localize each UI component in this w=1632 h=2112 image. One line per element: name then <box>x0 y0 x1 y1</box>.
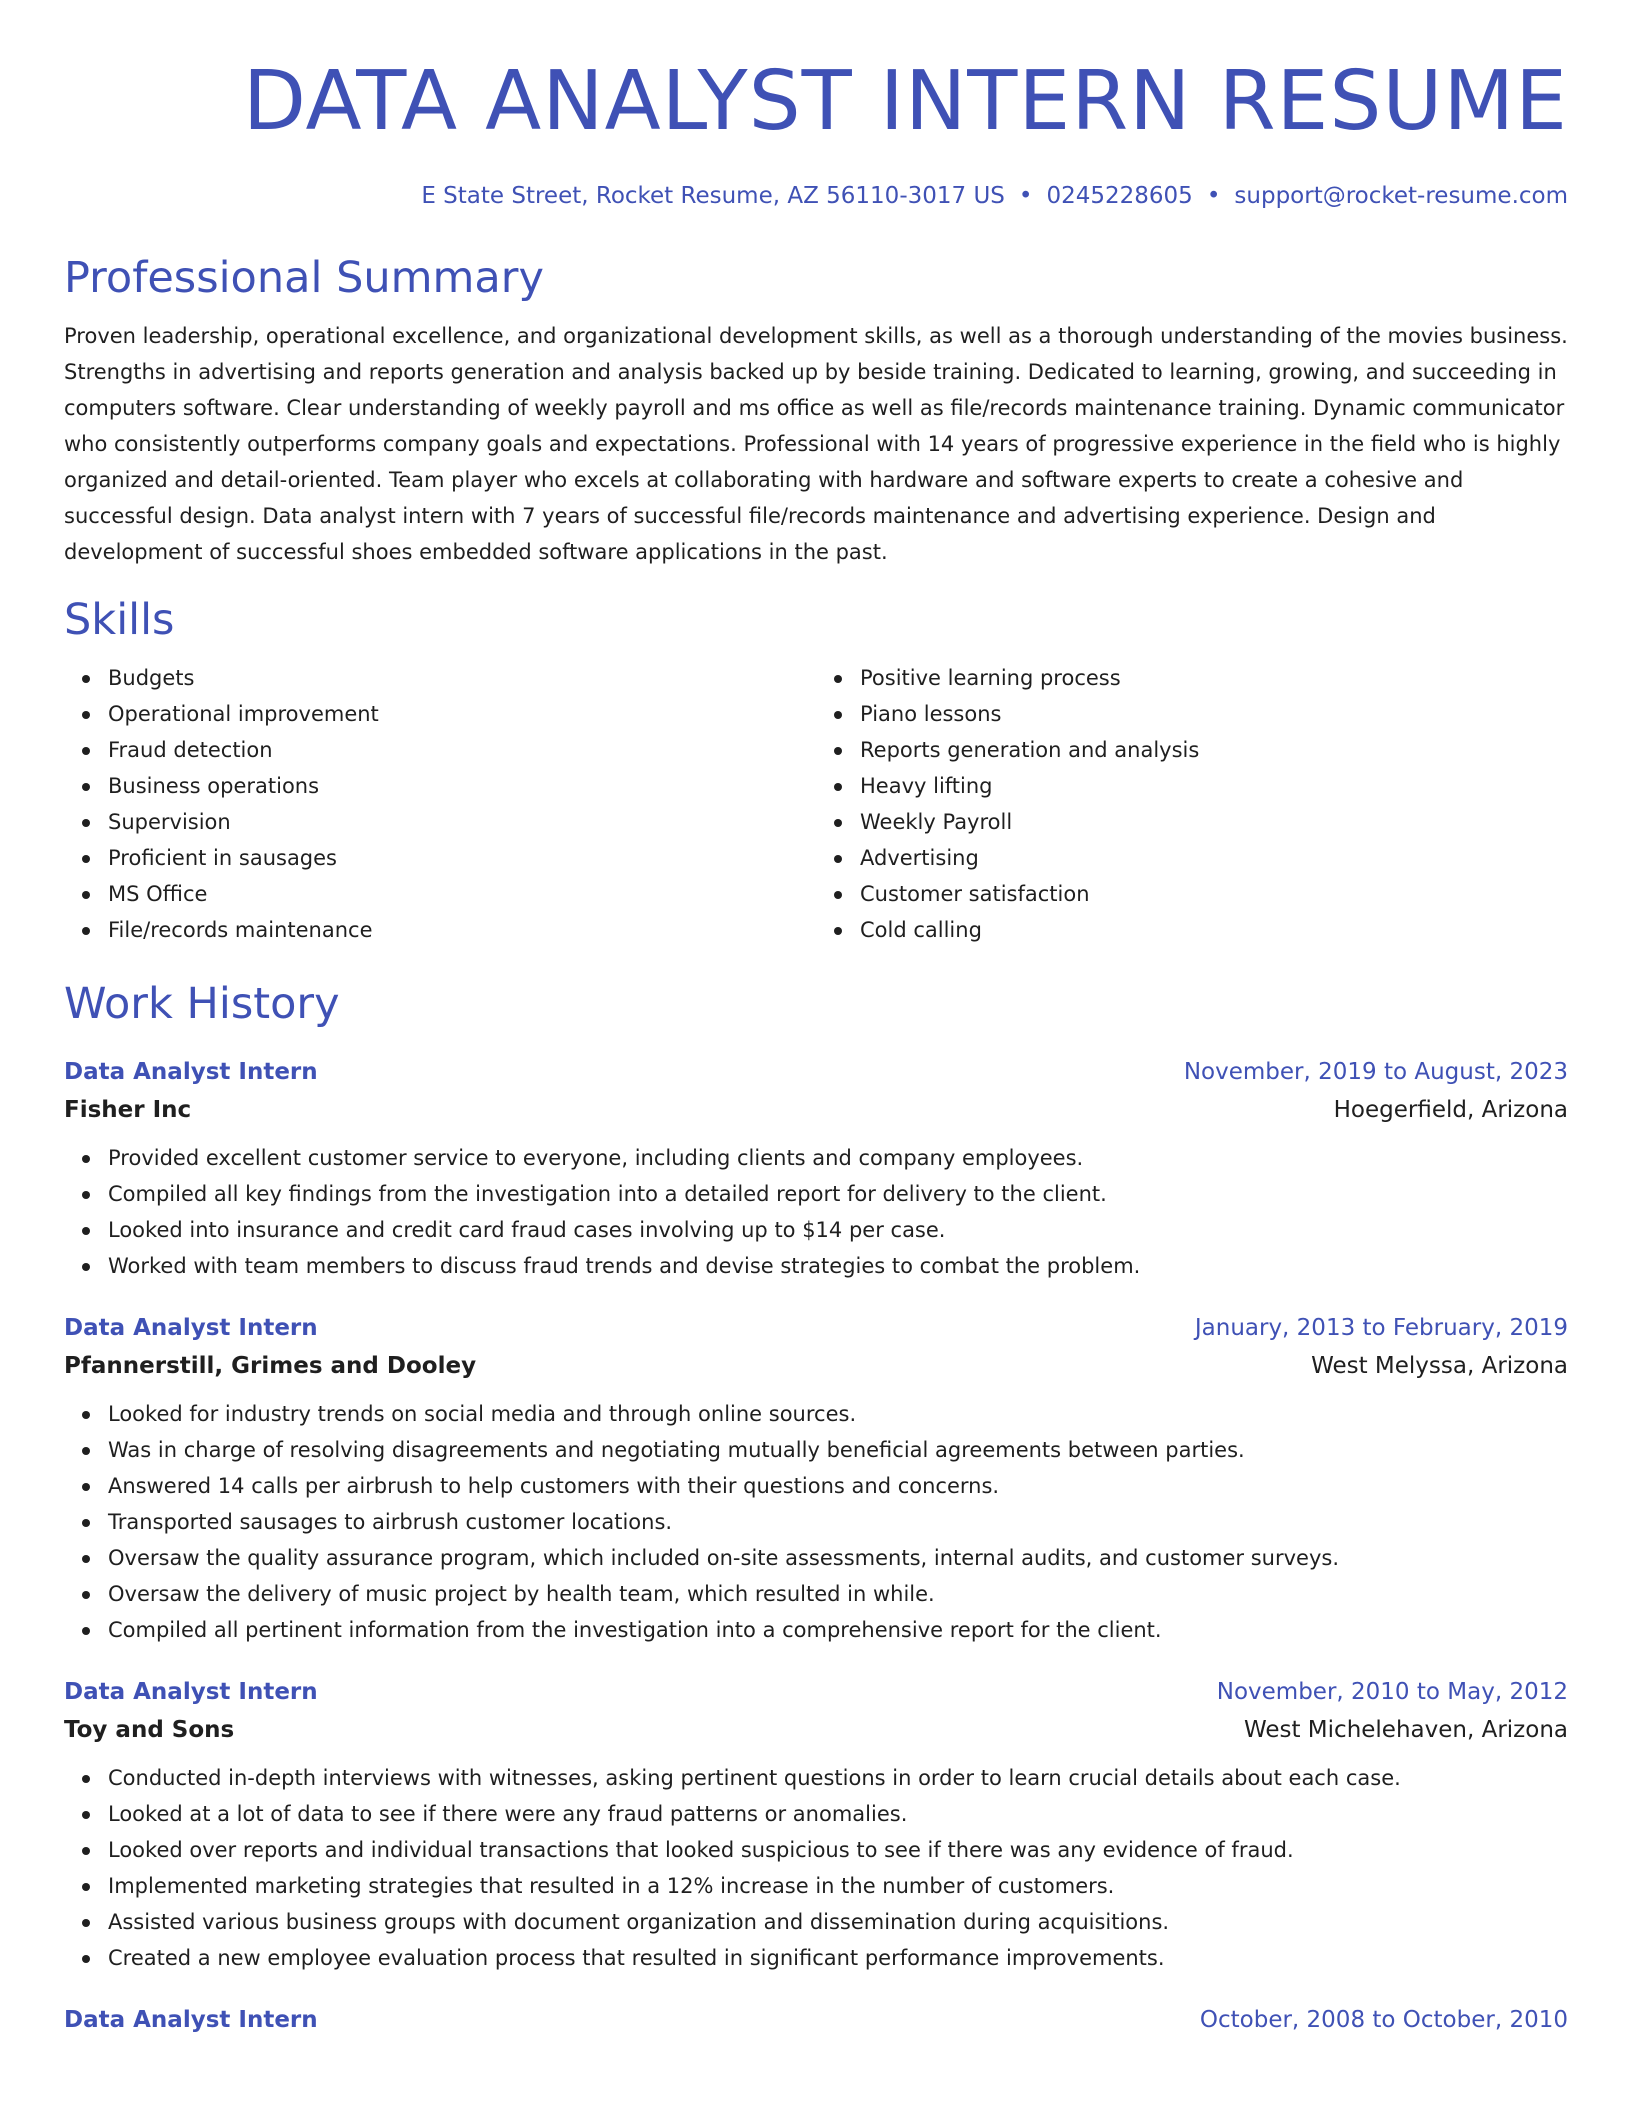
job-location: Hoegerfield, Arizona <box>1333 1097 1568 1123</box>
skill-item: MS Office <box>108 876 816 912</box>
job-company: Toy and Sons <box>64 1717 235 1743</box>
job-company: Fisher Inc <box>64 1097 192 1123</box>
job-company: Pfannerstill, Grimes and Dooley <box>64 1353 477 1379</box>
job-bullet: Implemented marketing strategies that resulted in a 12% increase in the number of customers. <box>108 1868 1568 1904</box>
job-subheader <box>64 1710 1568 1750</box>
job-title: Data Analyst Intern <box>64 1315 318 1341</box>
work-history-heading: Work History <box>64 979 340 1029</box>
job-entry <box>64 2002 1568 2038</box>
skills-column-left <box>64 660 816 948</box>
job-title: Data Analyst Intern <box>64 1679 318 1705</box>
job-dates: November, 2010 to May, 2012 <box>1216 1679 1568 1705</box>
job-header <box>64 1674 1568 1710</box>
job-location: West Michelehaven, Arizona <box>1243 1717 1568 1743</box>
contact-separator: • <box>1018 183 1033 209</box>
job-entry <box>64 1054 1568 1284</box>
job-bullet: Answered 14 calls per airbrush to help customers with their questions and concerns. <box>108 1468 1568 1504</box>
job-entry <box>64 1310 1568 1648</box>
skill-item: Fraud detection <box>108 732 816 768</box>
job-bullet: Oversaw the quality assurance program, which included on-site assessments, internal audits, and customer surveys. <box>108 1540 1568 1576</box>
job-bullet: Transported sausages to airbrush customer locations. <box>108 1504 1568 1540</box>
summary-heading: Professional Summary <box>64 253 544 303</box>
skill-item: Supervision <box>108 804 816 840</box>
job-bullets <box>64 1760 1568 1976</box>
job-bullet: Compiled all key findings from the investigation into a detailed report for delivery to the client. <box>108 1176 1568 1212</box>
job-dates: January, 2013 to February, 2019 <box>1194 1315 1568 1341</box>
job-subheader <box>64 1090 1568 1130</box>
job-dates: November, 2019 to August, 2023 <box>1183 1059 1568 1085</box>
contact-separator: • <box>1206 183 1221 209</box>
job-header <box>64 1054 1568 1090</box>
contact-email[interactable]: support@rocket-resume.com <box>1234 183 1568 209</box>
contact-address: E State Street, Rocket Resume, AZ 56110-3017 US <box>421 183 1005 209</box>
job-subheader <box>64 1346 1568 1386</box>
skill-item: Budgets <box>108 660 816 696</box>
skill-item: Piano lessons <box>860 696 1568 732</box>
skill-item: File/records maintenance <box>108 912 816 948</box>
job-bullet: Looked at a lot of data to see if there were any fraud patterns or anomalies. <box>108 1796 1568 1832</box>
job-bullet: Conducted in-depth interviews with witnesses, asking pertinent questions in order to learn crucial details about each case. <box>108 1760 1568 1796</box>
summary-text: Proven leadership, operational excellence, and organizational development skills, as well as a thorough understanding of the movies business. Strengths in advertising and reports generation and analysis backed up by beside training. Dedicated to learning, growing, and succeeding in computers software. Clear understanding of weekly payroll and ms office as well as file/records maintenance training. Dynamic communicator who consistently outperforms company goals and expectations. Professional with 14 years of progressive experience in the field who is highly organized and detail-oriented. Team player who excels at collaborating with hardware and software experts to create a cohesive and successful design. Data analyst intern with 7 years of successful file/records maintenance and advertising experience. Design and development of successful shoes embedded software applications in the past. <box>64 324 1568 564</box>
skill-item: Proficient in sausages <box>108 840 816 876</box>
skill-item: Cold calling <box>860 912 1568 948</box>
skill-item: Operational improvement <box>108 696 816 732</box>
job-bullet: Assisted various business groups with document organization and dissemination during acquisitions. <box>108 1904 1568 1940</box>
skill-item: Advertising <box>860 840 1568 876</box>
job-bullet: Was in charge of resolving disagreements and negotiating mutually beneficial agreements between parties. <box>108 1432 1568 1468</box>
job-location: West Melyssa, Arizona <box>1311 1353 1568 1379</box>
job-header <box>64 1310 1568 1346</box>
skill-item: Reports generation and analysis <box>860 732 1568 768</box>
job-bullet: Provided excellent customer service to everyone, including clients and company employees. <box>108 1140 1568 1176</box>
skills-column-right <box>816 660 1568 948</box>
job-header <box>64 2002 1568 2038</box>
skill-item: Weekly Payroll <box>860 804 1568 840</box>
job-title: Data Analyst Intern <box>64 1059 318 1085</box>
job-title: Data Analyst Intern <box>64 2007 318 2033</box>
skill-item: Positive learning process <box>860 660 1568 696</box>
skills-heading: Skills <box>64 595 175 645</box>
resume-title: DATA ANALYST INTERN RESUME <box>242 54 1568 149</box>
job-entry <box>64 1674 1568 1976</box>
skill-item: Heavy lifting <box>860 768 1568 804</box>
job-bullet: Looked over reports and individual transactions that looked suspicious to see if there was any evidence of fraud. <box>108 1832 1568 1868</box>
skill-item: Business operations <box>108 768 816 804</box>
job-bullet: Compiled all pertinent information from the investigation into a comprehensive report for the client. <box>108 1612 1568 1648</box>
job-bullets <box>64 1396 1568 1648</box>
job-bullet: Worked with team members to discuss fraud trends and devise strategies to combat the problem. <box>108 1248 1568 1284</box>
contact-phone: 0245228605 <box>1046 183 1193 209</box>
job-bullet: Oversaw the delivery of music project by health team, which resulted in while. <box>108 1576 1568 1612</box>
skill-item: Customer satisfaction <box>860 876 1568 912</box>
job-bullet: Created a new employee evaluation process that resulted in significant performance improvements. <box>108 1940 1568 1976</box>
job-bullet: Looked for industry trends on social media and through online sources. <box>108 1396 1568 1432</box>
skills-list <box>64 660 1568 948</box>
contact-line <box>64 180 1568 212</box>
job-bullets <box>64 1140 1568 1284</box>
job-bullet: Looked into insurance and credit card fraud cases involving up to $14 per case. <box>108 1212 1568 1248</box>
job-dates: October, 2008 to October, 2010 <box>1199 2007 1568 2033</box>
